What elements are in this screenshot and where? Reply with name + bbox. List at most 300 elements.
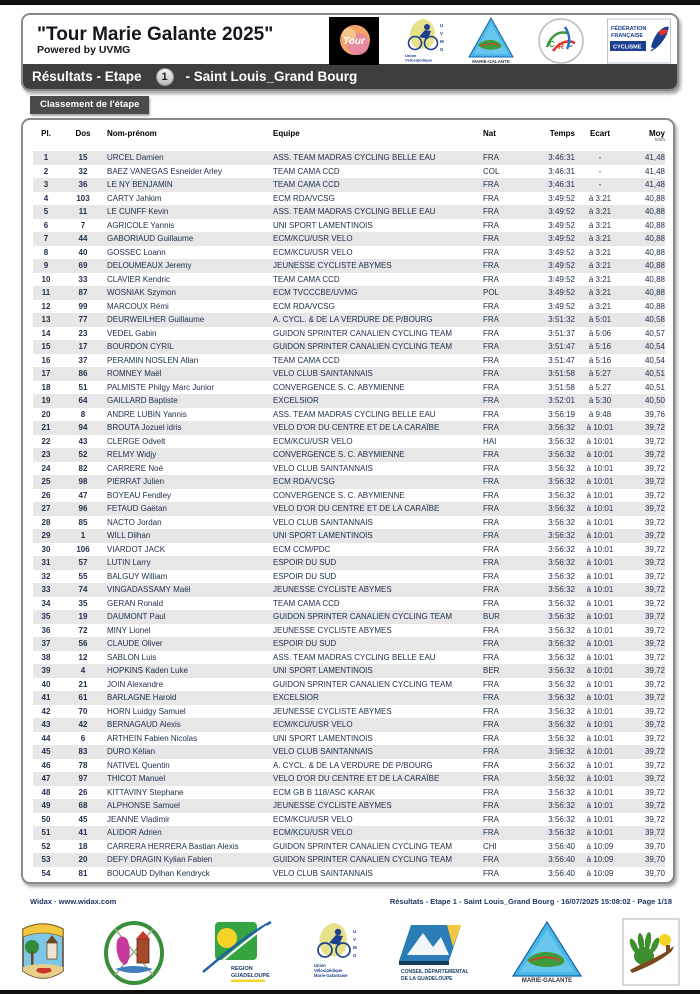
svg-text:Tour: Tour <box>343 35 365 47</box>
cell-gap: à 3:21 <box>575 259 625 273</box>
tour-marie-galante-logo-icon <box>329 17 379 65</box>
cell-nationality: FRA <box>483 853 531 867</box>
table-row <box>33 651 665 665</box>
cell-team: TEAM CAMA CCD <box>273 355 340 365</box>
cell-gap: à 10:01 <box>586 571 614 581</box>
cell-time: 3:56:32 <box>531 475 575 489</box>
cell-dossard: 96 <box>59 502 107 516</box>
table-row <box>33 165 665 179</box>
cell-dossard: 41 <box>59 826 107 840</box>
cell-team: TEAM CAMA CCD <box>273 598 340 608</box>
cell-gap: à 10:01 <box>586 733 614 743</box>
svg-text:FRANÇAISE: FRANÇAISE <box>611 32 644 39</box>
cell-team: ECM RDA/VCSG <box>273 301 335 311</box>
cell-gap: à 3:21 <box>575 205 625 219</box>
cell-team: VELO D'OR DU CENTRE ET DE LA CARAÏBE <box>273 502 483 516</box>
cell-team: ESPOIR DU SUD <box>273 556 483 570</box>
cell-name: AGRICOLE Yannis <box>107 220 175 230</box>
cell-gap: à 3:21 <box>575 286 625 300</box>
header-logo-row <box>329 17 671 65</box>
cell-time: 3:56:19 <box>548 409 575 419</box>
cell-avg-speed: 39,72 <box>644 652 665 662</box>
cell-nationality: FRA <box>483 814 499 824</box>
cell-dossard: 52 <box>59 448 107 462</box>
table-row <box>33 529 665 543</box>
cell-name: BERNAGAUD Alexis <box>107 718 273 732</box>
title-bar-right: - Saint Louis_Grand Bourg <box>185 69 358 84</box>
cell-avg-speed: 40,88 <box>625 205 665 219</box>
svg-text:G: G <box>440 46 444 52</box>
stage-number-badge: 1 <box>156 68 174 86</box>
table-row <box>33 664 665 678</box>
cell-time: 3:56:32 <box>548 760 575 770</box>
cell-dossard: 18 <box>78 841 88 851</box>
table-row <box>33 421 665 435</box>
cell-place: 6 <box>43 220 49 230</box>
cell-dossard: 55 <box>78 571 88 581</box>
cell-name: LE CUNFF Kevin <box>107 205 273 219</box>
cell-name: VIARDOT JACK <box>107 544 166 554</box>
table-row <box>33 246 665 260</box>
cell-avg-speed: 39,72 <box>644 544 665 554</box>
col-header-time: Temps <box>549 129 575 138</box>
table-row <box>33 462 665 476</box>
cell-place: 32 <box>41 571 51 581</box>
cell-place: 45 <box>33 745 59 759</box>
cell-time: 3:56:32 <box>548 517 575 527</box>
cell-name: THICOT Manuel <box>107 772 273 786</box>
table-row <box>33 354 665 368</box>
cell-dossard: 85 <box>78 517 88 527</box>
cell-place: 15 <box>33 340 59 354</box>
cell-dossard: 86 <box>59 367 107 381</box>
cell-team: ASS. TEAM MADRAS CYCLING BELLE EAU <box>273 409 436 419</box>
cell-name: WOSNIAK Szymon <box>107 286 273 300</box>
cell-nationality: FRA <box>483 328 499 338</box>
cell-team: JEUNESSE CYCLISTE ABYMES <box>273 799 483 813</box>
cell-team: JEUNESSE CYCLISTE ABYMES <box>273 706 392 716</box>
table-row <box>33 610 665 624</box>
cell-gap: à 10:01 <box>575 502 625 516</box>
results-table-container <box>21 118 675 884</box>
cell-avg-speed: 39,72 <box>644 598 665 608</box>
cell-time: 3:49:52 <box>531 259 575 273</box>
cell-avg-speed: 39,72 <box>625 745 665 759</box>
cell-team: JEUNESSE CYCLISTE ABYMES <box>273 259 483 273</box>
cell-nationality: FRA <box>483 394 531 408</box>
cell-gap: à 5:30 <box>575 394 625 408</box>
cell-place: 3 <box>33 178 59 192</box>
cell-name: CARTY Jahkim <box>107 193 162 203</box>
cell-place: 8 <box>43 247 49 257</box>
cell-avg-speed: 40,88 <box>644 274 665 284</box>
cell-place: 37 <box>33 637 59 651</box>
cell-time: 3:56:32 <box>548 571 575 581</box>
cell-gap: à 5:27 <box>575 367 625 381</box>
cell-name: BAEZ VANEGAS Esneider Arley <box>107 166 223 176</box>
cell-name: BROUTA Jozuel idris <box>107 421 273 435</box>
cell-time: 3:56:32 <box>531 637 575 651</box>
cell-time: 3:56:32 <box>531 583 575 597</box>
header <box>21 13 679 91</box>
cell-avg-speed: 40,54 <box>644 355 665 365</box>
table-row <box>33 502 665 516</box>
cell-dossard: 12 <box>78 652 88 662</box>
cell-gap: à 3:21 <box>588 301 612 311</box>
svg-text:MARIE-GALANTE: MARIE-GALANTE <box>522 978 573 984</box>
cell-dossard: 99 <box>78 301 88 311</box>
classement-badge: Classement de l'étape <box>30 96 149 114</box>
cell-avg-speed: 40,88 <box>625 286 665 300</box>
cell-name: CLAUDE Oliver <box>107 637 273 651</box>
cell-place: 21 <box>33 421 59 435</box>
cell-time: 3:49:52 <box>548 274 575 284</box>
cell-nationality: FRA <box>483 340 531 354</box>
table-row <box>33 543 665 557</box>
cell-name: GERAN Ronald <box>107 598 164 608</box>
cell-time: 3:49:52 <box>548 193 575 203</box>
cell-gap: à 10:01 <box>575 691 625 705</box>
cell-gap: - <box>575 178 625 192</box>
cell-avg-speed: 40,58 <box>625 313 665 327</box>
cell-dossard: 20 <box>59 853 107 867</box>
cell-dossard: 82 <box>78 463 88 473</box>
capesterre-crest-logo-icon <box>20 919 66 985</box>
cell-team: TEAM CAMA CCD <box>273 274 340 284</box>
cell-team: ESPOIR DU SUD <box>273 571 337 581</box>
cell-place: 16 <box>41 355 51 365</box>
cell-name: DAUMONT Paul <box>107 610 273 624</box>
cell-time: 3:56:40 <box>531 853 575 867</box>
cell-nationality: BUR <box>483 610 531 624</box>
cell-avg-speed: 39,72 <box>625 718 665 732</box>
table-row <box>33 678 665 692</box>
cell-avg-speed: 40,88 <box>625 232 665 246</box>
cell-gap: à 10:01 <box>575 718 625 732</box>
cell-time: 3:51:58 <box>548 382 575 392</box>
cell-avg-speed: 40,88 <box>644 193 665 203</box>
cell-time: 3:56:32 <box>531 529 575 543</box>
cell-nationality: FRA <box>483 463 499 473</box>
svg-text:Vélocipédique: Vélocipédique <box>313 968 343 973</box>
cell-dossard: 47 <box>78 490 88 500</box>
cell-dossard: 11 <box>59 205 107 219</box>
cell-nationality: FRA <box>483 421 531 435</box>
cell-avg-speed: 39,72 <box>644 760 665 770</box>
cell-dossard: 51 <box>78 382 88 392</box>
cell-dossard: 26 <box>78 787 88 797</box>
cell-name: FETAUD Gaëtan <box>107 502 273 516</box>
cell-team: ECM/KCU/USR VELO <box>273 718 483 732</box>
cell-gap: à 10:01 <box>586 490 614 500</box>
cell-gap: à 10:01 <box>586 544 614 554</box>
cell-nationality: FRA <box>483 448 531 462</box>
cell-avg-speed: 40,54 <box>625 340 665 354</box>
table-row <box>33 583 665 597</box>
cell-time: 3:56:32 <box>531 691 575 705</box>
table-row <box>33 597 665 611</box>
cell-place: 35 <box>33 610 59 624</box>
cell-team: VELO CLUB SAINTANNAIS <box>273 868 373 878</box>
cell-nationality: COL <box>483 166 500 176</box>
cell-team: GUIDON SPRINTER CANALIEN CYCLING TEAM <box>273 328 452 338</box>
cell-gap: à 10:01 <box>575 475 625 489</box>
table-row <box>33 718 665 732</box>
cell-avg-speed: 39,72 <box>625 799 665 813</box>
footer-page-info: Résultats - Etape 1 - Saint Louis_Grand Bourg · 16/07/2025 15:08:02 · Page 1/18 <box>389 897 672 906</box>
cell-dossard: 77 <box>59 313 107 327</box>
cell-nationality: FRA <box>483 301 499 311</box>
table-row <box>33 273 665 287</box>
cell-gap: à 10:01 <box>586 598 614 608</box>
table-row <box>33 637 665 651</box>
cell-avg-speed: 39,72 <box>625 583 665 597</box>
cell-dossard: 33 <box>78 274 88 284</box>
cell-place: 17 <box>33 367 59 381</box>
cell-gap: à 3:21 <box>588 220 612 230</box>
cell-avg-speed: 40,50 <box>625 394 665 408</box>
cell-team: ASS. TEAM MADRAS CYCLING BELLE EAU <box>273 652 436 662</box>
comite-regional-cyclisme-logo-icon <box>537 17 585 65</box>
cell-time: 3:56:32 <box>548 463 575 473</box>
cell-name: CLAVIER Kendric <box>107 274 170 284</box>
cell-time: 3:56:32 <box>531 718 575 732</box>
cell-team: ECM/KCU/USR VELO <box>273 232 483 246</box>
cell-team: ECM/KCU/USR VELO <box>273 436 353 446</box>
cell-time: 3:56:32 <box>531 826 575 840</box>
cell-avg-speed: 39,72 <box>644 679 665 689</box>
svg-text:V: V <box>352 937 356 942</box>
cell-time: 3:56:32 <box>548 490 575 500</box>
cell-dossard: 87 <box>59 286 107 300</box>
svg-text:U: U <box>352 929 357 934</box>
cell-name: PERAMIN NOSLEN Allan <box>107 355 199 365</box>
cell-time: 3:56:32 <box>548 679 575 689</box>
cell-team: UNI SPORT LAMENTINOIS <box>273 733 373 743</box>
cell-place: 49 <box>33 799 59 813</box>
col-header-team: Equipe <box>273 129 300 138</box>
cell-nationality: FRA <box>483 178 531 192</box>
cell-name: WILL Dilhan <box>107 529 273 543</box>
cell-place: 33 <box>33 583 59 597</box>
cell-nationality: FRA <box>483 679 499 689</box>
cell-dossard: 7 <box>80 220 86 230</box>
cell-place: 50 <box>41 814 51 824</box>
cell-time: 3:46:31 <box>548 166 575 176</box>
uvmg-logo-icon <box>310 921 358 983</box>
svg-text:V: V <box>440 30 444 36</box>
cell-team: ESPOIR DU SUD <box>273 637 483 651</box>
cell-name: VINGADASSAMY Maël <box>107 583 273 597</box>
cell-time: 3:56:32 <box>531 610 575 624</box>
cell-dossard: 37 <box>78 355 88 365</box>
cell-gap: à 10:01 <box>575 529 625 543</box>
svg-text:Union: Union <box>313 963 326 968</box>
cell-place: 31 <box>33 556 59 570</box>
table-row <box>33 475 665 489</box>
cell-place: 44 <box>41 733 51 743</box>
cell-avg-speed: 39,72 <box>644 706 665 716</box>
cell-avg-speed: 40,51 <box>625 367 665 381</box>
page-subtitle: Powered by UVMG <box>37 44 131 57</box>
cell-gap: à 9:48 <box>588 409 612 419</box>
cell-gap: à 3:21 <box>575 232 625 246</box>
svg-text:C: C <box>549 39 555 49</box>
cell-name: BOYEAU Fendley <box>107 490 172 500</box>
cell-place: 42 <box>41 706 51 716</box>
cell-name: DELOUMEAUX Jeremy <box>107 259 273 273</box>
cell-nationality: FRA <box>483 313 531 327</box>
cell-name: PALMISTE Philgy Marc Junior <box>107 382 214 392</box>
cell-avg-speed: 39,72 <box>625 826 665 840</box>
cell-time: 3:49:52 <box>548 247 575 257</box>
cell-nationality: BER <box>483 664 531 678</box>
cell-name: ALIDOR Adrien <box>107 826 273 840</box>
cell-dossard: 78 <box>78 760 88 770</box>
cell-dossard: 61 <box>59 691 107 705</box>
cell-team: ECM TVCCCBE/UVMG <box>273 286 483 300</box>
cell-gap: à 10:01 <box>575 745 625 759</box>
svg-text:MARIE-GALANTE: MARIE-GALANTE <box>472 58 510 64</box>
cell-team: CONVERGENCE S. C. ABYMIENNE <box>273 448 483 462</box>
cell-name: BALGUY William <box>107 571 168 581</box>
sponsor-logo-row <box>0 915 700 989</box>
cell-dossard: 81 <box>78 868 88 878</box>
cell-place: 46 <box>41 760 51 770</box>
cell-gap: à 10:01 <box>575 556 625 570</box>
cell-name: GOSSEC Loann <box>107 247 166 257</box>
cell-gap: à 10:01 <box>575 610 625 624</box>
cell-nationality: FRA <box>483 826 531 840</box>
cell-nationality: FRA <box>483 760 499 770</box>
cell-time: 3:49:52 <box>531 286 575 300</box>
cell-team: GUIDON SPRINTER CANALIEN CYCLING TEAM <box>273 841 452 851</box>
cell-place: 27 <box>33 502 59 516</box>
cell-avg-speed: 39,72 <box>644 517 665 527</box>
cell-team: VELO CLUB SAINTANNAIS <box>273 745 483 759</box>
cell-gap: à 10:01 <box>586 517 614 527</box>
cell-time: 3:56:40 <box>548 841 575 851</box>
title-block <box>37 25 273 57</box>
federation-francaise-cyclisme-logo-icon <box>607 17 671 65</box>
cell-place: 5 <box>33 205 59 219</box>
table-row <box>33 853 665 867</box>
cell-nationality: FRA <box>483 247 499 257</box>
cell-gap: à 5:27 <box>588 382 612 392</box>
cell-place: 51 <box>33 826 59 840</box>
cell-name: NACTO Jordan <box>107 517 162 527</box>
cell-gap: à 3:21 <box>588 193 612 203</box>
svg-text:Marie-Galantaise: Marie-Galantaise <box>313 973 348 978</box>
table-row <box>33 205 665 219</box>
cell-nationality: FRA <box>483 205 531 219</box>
cell-dossard: 106 <box>76 544 90 554</box>
cell-gap: à 5:01 <box>575 313 625 327</box>
cell-place: 14 <box>41 328 51 338</box>
cell-dossard: 97 <box>59 772 107 786</box>
svg-text:M: M <box>352 945 357 950</box>
svg-text:C: C <box>567 39 573 49</box>
cell-name: HOPKINS Kaden Luke <box>107 664 273 678</box>
svg-text:U: U <box>440 22 444 28</box>
cell-nationality: FRA <box>483 799 531 813</box>
cell-avg-speed: 40,88 <box>644 247 665 257</box>
cell-dossard: 74 <box>59 583 107 597</box>
cell-nationality: FRA <box>483 259 531 273</box>
cell-time: 3:49:52 <box>548 301 575 311</box>
cell-time: 3:56:32 <box>548 436 575 446</box>
cell-avg-speed: 39,72 <box>644 733 665 743</box>
cell-time: 3:46:31 <box>531 151 575 165</box>
cell-avg-speed: 41,48 <box>644 166 665 176</box>
cell-avg-speed: 39,72 <box>625 502 665 516</box>
cell-place: 23 <box>33 448 59 462</box>
cell-time: 3:49:52 <box>531 205 575 219</box>
table-row <box>33 381 665 395</box>
cell-name: DEURWEILHER Guillaume <box>107 313 273 327</box>
results-table <box>33 125 665 880</box>
cell-time: 3:56:32 <box>531 664 575 678</box>
cell-team: VELO D'OR DU CENTRE ET DE LA CARAÏBE <box>273 772 483 786</box>
cell-avg-speed: 40,88 <box>625 259 665 273</box>
table-row <box>33 691 665 705</box>
cell-place: 9 <box>33 259 59 273</box>
col-header-place: Pl. <box>41 129 51 138</box>
cell-dossard: 103 <box>76 193 90 203</box>
cell-nationality: FRA <box>483 583 531 597</box>
cell-gap: à 3:21 <box>588 247 612 257</box>
cell-name: ANDRE LUBIN Yannis <box>107 409 187 419</box>
cell-gap: à 10:09 <box>586 868 614 878</box>
cell-nationality: FRA <box>483 625 499 635</box>
cell-time: 3:56:32 <box>548 544 575 554</box>
cell-gap: - <box>575 151 625 165</box>
cell-avg-speed: 39,72 <box>625 610 665 624</box>
cell-dossard: 36 <box>59 178 107 192</box>
cell-dossard: 40 <box>78 247 88 257</box>
cell-name: ROMNEY Maël <box>107 367 273 381</box>
cell-avg-speed: 39,72 <box>625 421 665 435</box>
cell-gap: à 5:16 <box>588 355 612 365</box>
cell-nationality: FRA <box>483 151 531 165</box>
cell-nationality: FRA <box>483 475 531 489</box>
cell-place: 20 <box>41 409 51 419</box>
table-row <box>33 286 665 300</box>
cell-gap: à 10:01 <box>586 760 614 770</box>
cell-gap: à 10:01 <box>586 625 614 635</box>
cell-avg-speed: 39,70 <box>644 868 665 878</box>
cell-name: SABLON Luis <box>107 652 157 662</box>
cell-time: 3:56:40 <box>548 868 575 878</box>
cell-team: UNI SPORT LAMENTINOIS <box>273 664 483 678</box>
cell-place: 30 <box>41 544 51 554</box>
cell-gap: à 10:01 <box>575 583 625 597</box>
cell-time: 3:56:32 <box>531 556 575 570</box>
cell-place: 25 <box>33 475 59 489</box>
cell-avg-speed: 39,72 <box>625 772 665 786</box>
cell-gap: à 10:01 <box>575 772 625 786</box>
cell-nationality: FRA <box>483 733 499 743</box>
cell-gap: à 5:06 <box>588 328 612 338</box>
svg-text:CONSEIL DÉPARTEMENTAL: CONSEIL DÉPARTEMENTAL <box>400 969 469 975</box>
cell-team: TEAM CAMA CCD <box>273 166 340 176</box>
cell-team: A. CYCL. & DE LA VERDURE DE P/BOURG <box>273 760 433 770</box>
cell-team: ECM/KCU/USR VELO <box>273 247 353 257</box>
cell-name: URCEL Damien <box>107 151 273 165</box>
cell-name: NATIVEL Quentin <box>107 760 170 770</box>
cell-place: 47 <box>33 772 59 786</box>
cell-place: 28 <box>41 517 51 527</box>
